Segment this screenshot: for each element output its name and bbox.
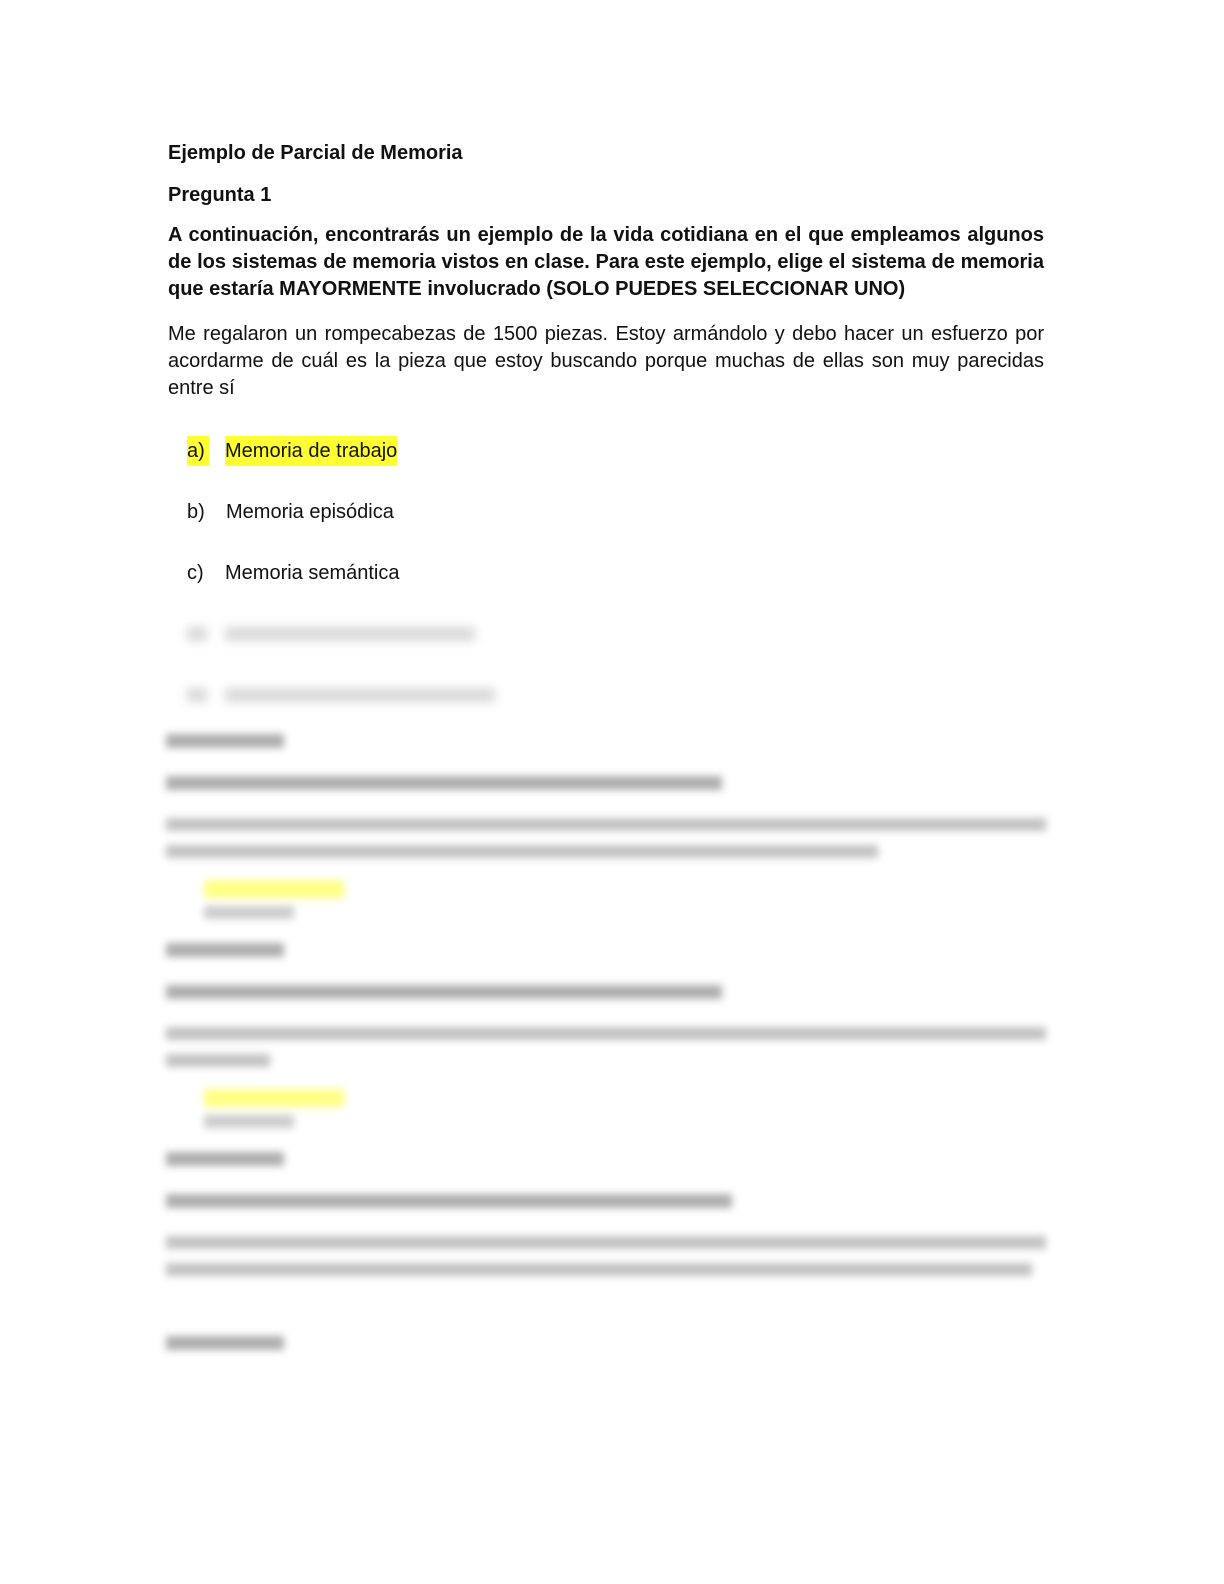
option-c bbox=[168, 558, 1044, 588]
option-c-text: Memoria semántica bbox=[225, 562, 400, 584]
question-1-heading: Pregunta 1 bbox=[168, 184, 272, 206]
option-b-letter: b) bbox=[187, 501, 205, 523]
option-b-text: Memoria episódica bbox=[226, 501, 394, 523]
blurred-remainder bbox=[168, 734, 1044, 1350]
blurred-option-d bbox=[168, 619, 1044, 728]
question-1-instructions: A continuación, encontrarás un ejemplo de la vida cotidiana en el que empleamos algunos de los sistemas de memoria vistos en clase. Para este ejemplo, elige el sistema de memoria que estaría MAYORMENTE involucrado (SOLO PUEDES SELECCIONAR UNO) bbox=[168, 224, 1044, 300]
blurred-instructions bbox=[166, 776, 722, 790]
option-a-text: Memoria de trabajo bbox=[225, 436, 397, 466]
option-a-letter: a) bbox=[187, 436, 209, 466]
document-page bbox=[168, 138, 1044, 1350]
question-1-options bbox=[168, 436, 1044, 728]
option-b bbox=[168, 497, 1044, 558]
blurred-highlight bbox=[204, 880, 344, 898]
document-title: Ejemplo de Parcial de Memoria bbox=[168, 142, 463, 164]
blurred-highlight-2 bbox=[204, 1089, 344, 1107]
option-c-letter: c) bbox=[187, 562, 204, 584]
question-1-stem: Me regalaron un rompecabezas de 1500 piezas. Estoy armándolo y debo hacer un esfuerzo por acordarme de cuál es la pieza que estoy buscando porque muchas de ellas son muy parecidas entre sí bbox=[168, 323, 1044, 399]
blurred-option-e bbox=[168, 680, 1044, 728]
blurred-heading bbox=[166, 734, 284, 748]
option-a bbox=[168, 436, 1044, 497]
